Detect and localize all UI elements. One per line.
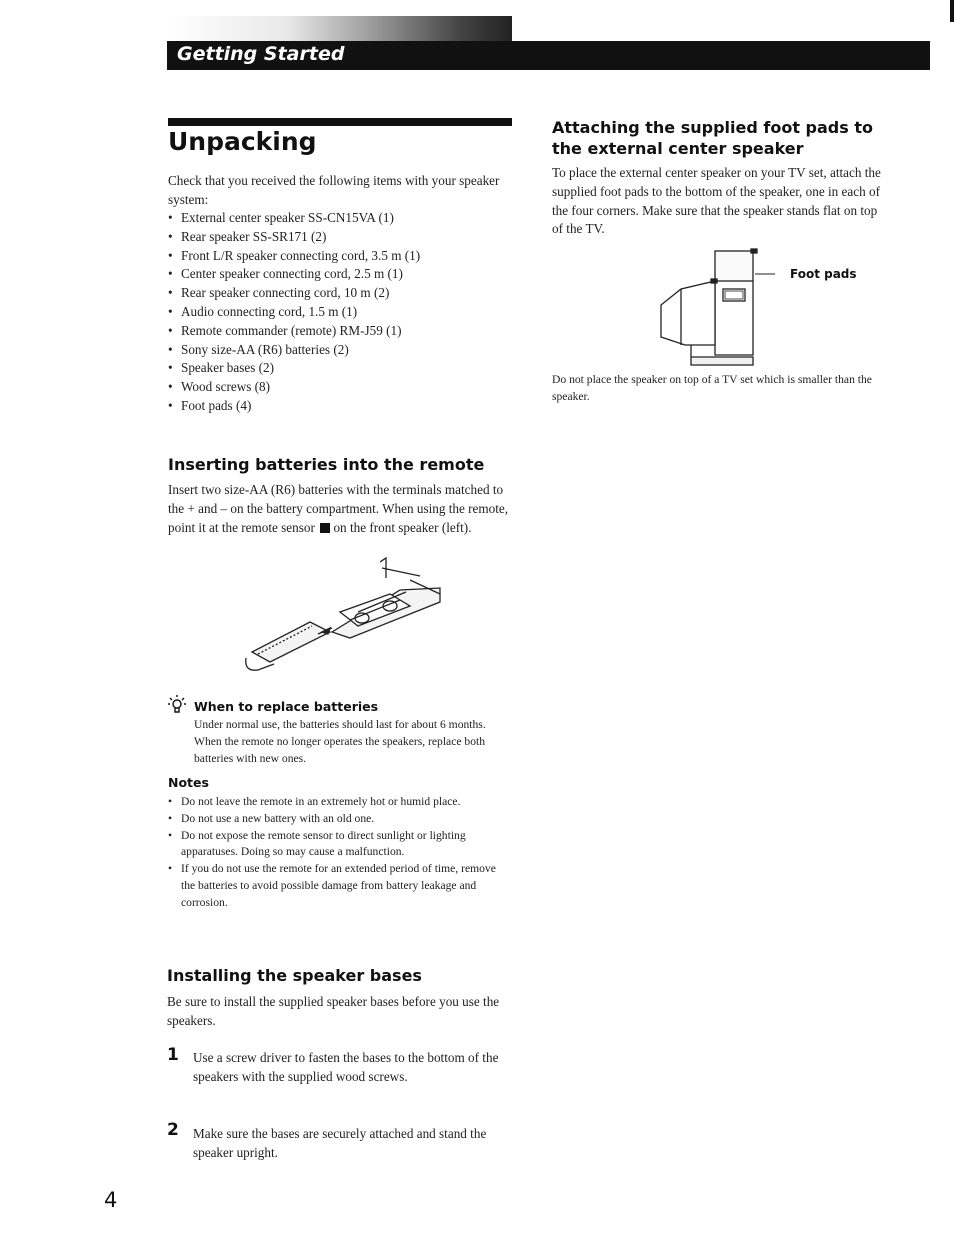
unpacking-intro: Check that you received the following items with your speaker system: xyxy=(168,173,500,207)
list-item: • Foot pads (4) xyxy=(168,397,513,416)
list-item: • Wood screws (8) xyxy=(168,378,513,397)
list-item: • Do not leave the remote in an extremely hot or humid place. xyxy=(168,794,508,811)
unpacking-title: Unpacking xyxy=(168,127,317,156)
foot-pads-callout: Foot pads xyxy=(790,267,857,281)
list-item: • Sony size-AA (R6) batteries (2) xyxy=(168,341,513,360)
list-item: • Rear speaker SS-SR171 (2) xyxy=(168,228,513,247)
footpads-body: To place the external center speaker on your TV set, attach the supplied foot pads to the bottom of the speaker, one in each of the four corners. Make sure that the speaker stands flat on top of the TV. xyxy=(552,165,881,237)
header-texture xyxy=(167,16,512,42)
list-item: • Rear speaker connecting cord, 10 m (2) xyxy=(168,284,513,303)
unpacking-item-list xyxy=(168,209,513,416)
list-item: • Speaker bases (2) xyxy=(168,359,513,378)
page-edge-mark xyxy=(950,0,954,22)
heading-rule xyxy=(168,118,512,126)
batteries-body-text: Insert two size-AA (R6) batteries with the terminals matched to the + and – on the battery compartment. When using the remote, point it at the remote sensor xyxy=(168,482,509,535)
tip-body: Under normal use, the batteries should last for about 6 months. When the remote no longer operates the speakers, replace both batteries with new ones. xyxy=(194,718,486,765)
list-item: • Audio connecting cord, 1.5 m (1) xyxy=(168,303,513,322)
batteries-title: Inserting batteries into the remote xyxy=(168,455,485,474)
step-text: Use a screw driver to fasten the bases to the bottom of the speakers with the supplied wood screws. xyxy=(193,1050,499,1084)
list-item: • Front L/R speaker connecting cord, 3.5 m (1) xyxy=(168,247,513,266)
list-item: • Do not use a new battery with an old one. xyxy=(168,811,508,828)
notes-title: Notes xyxy=(168,775,209,790)
step-number: 1 xyxy=(167,1045,179,1065)
footpads-note: Do not place the speaker on top of a TV set which is smaller than the speaker. xyxy=(552,373,872,403)
list-item: • Center speaker connecting cord, 2.5 m (1) xyxy=(168,265,513,284)
list-item: • Remote commander (remote) RM-J59 (1) xyxy=(168,322,513,341)
tip-title: When to replace batteries xyxy=(194,699,379,714)
batteries-body xyxy=(168,481,513,537)
lightbulb-hint-icon xyxy=(167,693,187,715)
notes-list xyxy=(168,794,508,912)
section-title: Getting Started xyxy=(177,43,345,65)
tv-speaker-footpads-illustration xyxy=(655,245,775,370)
remote-battery-illustration xyxy=(240,550,450,680)
remote-sensor-icon xyxy=(320,523,330,533)
step-text: Make sure the bases are securely attached and stand the speaker upright. xyxy=(193,1126,487,1160)
list-item: • If you do not use the remote for an extended period of time, remove the batteries to avoid possible damage from battery leakage and corrosion. xyxy=(168,861,508,911)
page-number: 4 xyxy=(104,1188,118,1212)
footpads-title: Attaching the supplied foot pads to the external center speaker xyxy=(552,118,873,158)
bases-intro: Be sure to install the supplied speaker bases before you use the speakers. xyxy=(167,994,500,1028)
bases-title: Installing the speaker bases xyxy=(167,966,422,985)
list-item: • Do not expose the remote sensor to direct sunlight or lighting apparatuses. Doing so may cause a malfunction. xyxy=(168,828,508,862)
step-number: 2 xyxy=(167,1120,179,1140)
list-item: • External center speaker SS-CN15VA (1) xyxy=(168,209,513,228)
batteries-body-end: on the front speaker (left). xyxy=(333,519,472,535)
